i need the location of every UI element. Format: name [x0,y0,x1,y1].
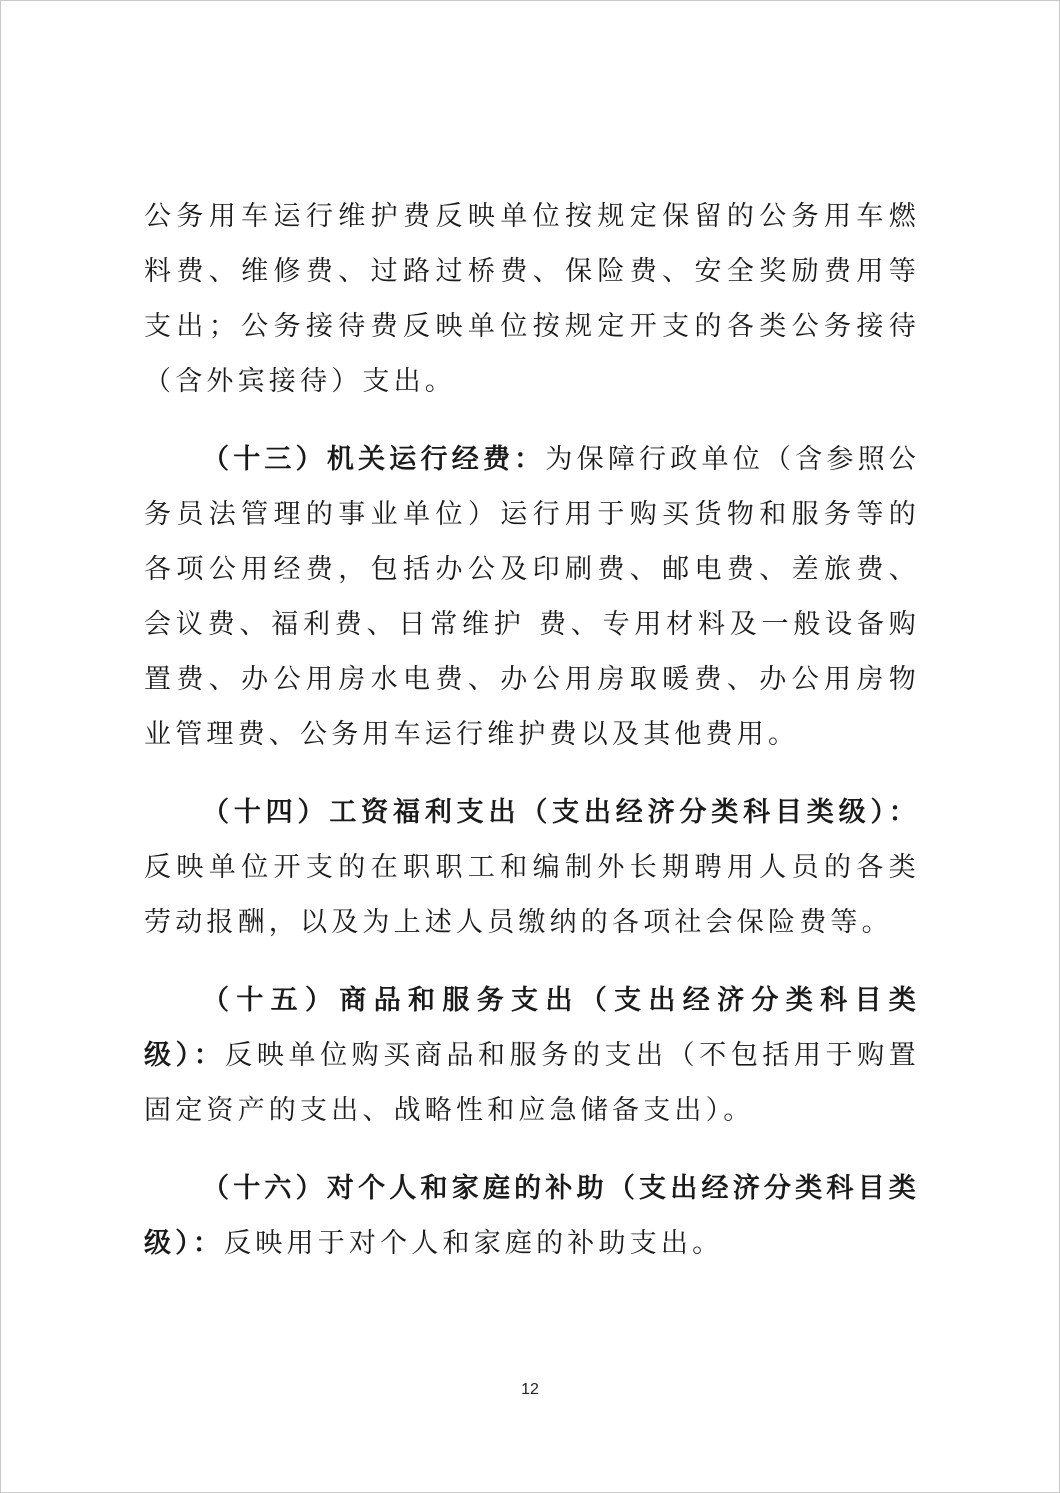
paragraph-text: 公务用车运行维护费反映单位按规定保留的公务用车燃料费、维修费、过路过桥费、保险费、安全奖励费用等支出；公务接待费反映单位按规定开支的各类公务接待（含外宾接待）支出。 [144,201,920,397]
paragraph-household-subsidy [144,1161,920,1271]
paragraph-heading: （十三）机关运行经费： [202,444,546,475]
paragraph-text: 反映单位购买商品和服务的支出（不包括用于购置固定资产的支出、战略性和应急储备支出）。 [144,1040,920,1126]
paragraph-text: 反映用于对个人和家庭的补助支出。 [224,1228,724,1259]
paragraph-text: 为保障行政单位（含参照公务员法管理的事业单位）运行用于购买货物和服务等的各项公用经费，包括办公及印刷费、邮电费、差旅费、会议费、福利费、日常维护 费、专用材料及一般设备购置费、办公用房水电费、办公用房取暖费、办公用房物业管理费、公务用车运行维护费以及其他费用。 [144,444,921,750]
paragraph-heading: （十四）工资福利支出（支出经济分类科目类级）： [202,797,920,828]
paragraph-text: 反映单位开支的在职职工和编制外长期聘用人员的各类劳动报酬，以及为上述人员缴纳的各项社会保险费等。 [144,852,920,938]
page-number: 12 [521,1381,539,1398]
paragraph-goods-services [144,973,920,1138]
paragraph-agency-operating-funds [144,432,920,762]
paragraph-vehicle-expenses [144,189,920,409]
paragraph-heading: （十五）商品和服务支出（支出经济分类科目类级）： [144,985,920,1071]
paragraph-wage-welfare [144,785,920,950]
paragraph-heading: （十六）对个人和家庭的补助（支出经济分类科目类级）： [144,1173,920,1259]
body-text [144,189,920,1271]
